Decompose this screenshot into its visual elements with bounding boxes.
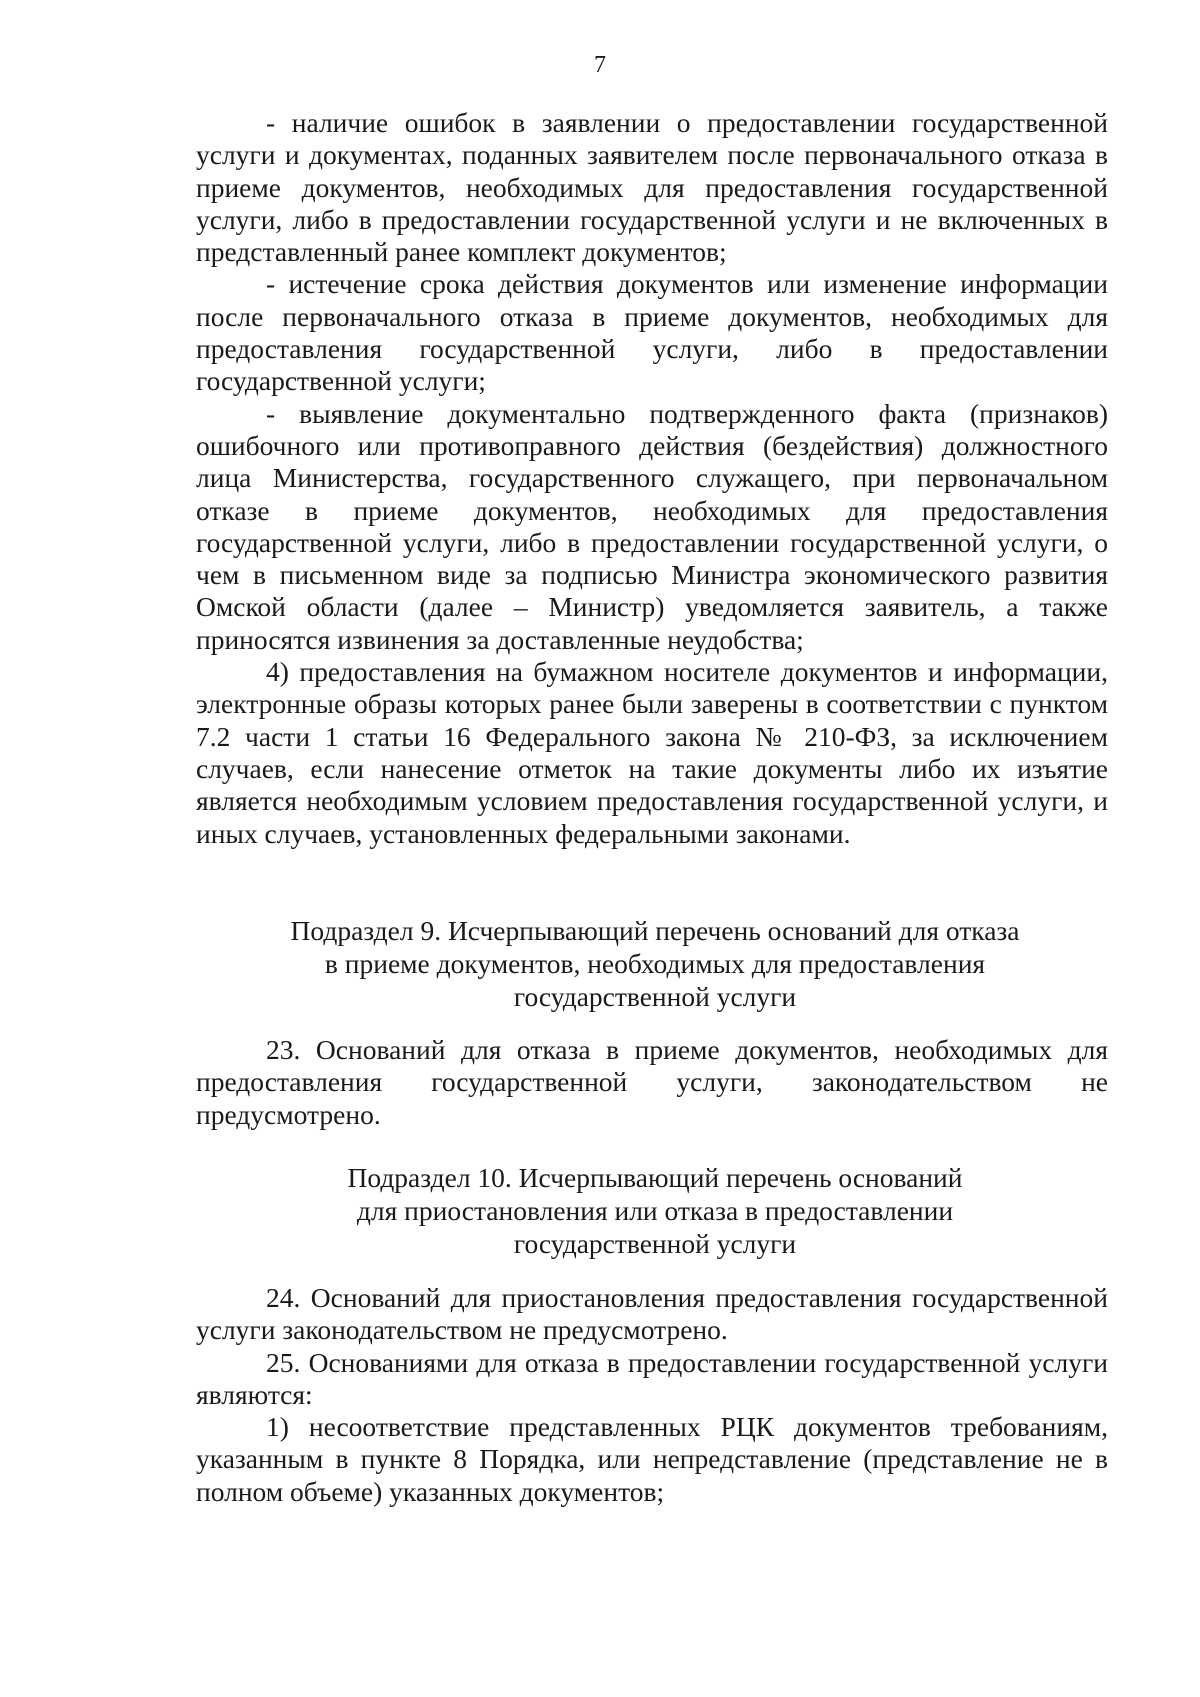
paragraph-23: 23. Оснований для отказа в приеме документов, необходимых для предоставления государственной услуги, законодательством не предусмотрено.: [196, 1034, 1108, 1130]
heading-line: Подраздел 10. Исчерпывающий перечень оснований: [347, 1162, 963, 1193]
heading-line: государственной услуги: [513, 981, 797, 1012]
paragraph-document-expiry: - истечение срока действия документов или изменение информации после первоначального отказа в приеме документов, необходимых для предоставления государственной услуги, либо в предоставлении государственной услуги;: [196, 268, 1108, 397]
paragraph-erroneous-action: - выявление документально подтвержденного факта (признаков) ошибочного или противоправного действия (бездействия) должностного лица Министерства, государственного служащего, при первоначальном отказе в приеме документов, необходимых для предоставления государственной услуги, либо в предоставлении государственной услуги, о чем в письменном виде за подписью Министра экономического развития Омской области (далее – Министр) уведомляется заявитель, а также приносятся извинения за доставленные неудобства;: [196, 397, 1108, 655]
subsection-10-heading: [190, 1161, 1120, 1260]
section-8-continuation: [196, 107, 1108, 850]
paragraph-paper-documents: 4) предоставления на бумажном носителе документов и информации, электронные образы которых ранее были заверены в соответствии с пунктом 7.2 части 1 статьи 16 Федерального закона № 210-ФЗ, за исключением случаев, если нанесение отметок на такие документы либо их изъятие является необходимым условием предоставления государственной услуги, и иных случаев, установленных федеральными законами.: [196, 656, 1108, 849]
paragraph-25: 25. Основаниями для отказа в предоставлении государственной услуги являются:: [196, 1346, 1108, 1410]
heading-line: Подраздел 9. Исчерпывающий перечень оснований для отказа: [290, 915, 1020, 946]
subsection-9-body: [196, 1034, 1108, 1131]
paragraph-errors-in-application: - наличие ошибок в заявлении о предоставлении государственной услуги и документах, поданных заявителем после первоначального отказа в приеме документов, необходимых для предоставления государственной услуги, либо в предоставлении государственной услуги и не включенных в представленный ранее комплект документов;: [196, 107, 1108, 268]
subsection-9-heading: [190, 914, 1120, 1013]
heading-line: государственной услуги: [513, 1228, 797, 1259]
page-number: 7: [594, 52, 606, 78]
heading-line: в приеме документов, необходимых для предоставления: [324, 948, 986, 979]
heading-line: для приостановления или отказа в предоставлении: [356, 1195, 954, 1226]
paragraph-24: 24. Оснований для приостановления предоставления государственной услуги законодательством не предусмотрено.: [196, 1282, 1108, 1346]
paragraph-25-item-1: 1) несоответствие представленных РЦК документов требованиям, указанным в пункте 8 Порядка, или непредставление (представление не в полном объеме) указанных документов;: [196, 1411, 1108, 1507]
subsection-10-body: [196, 1282, 1108, 1508]
